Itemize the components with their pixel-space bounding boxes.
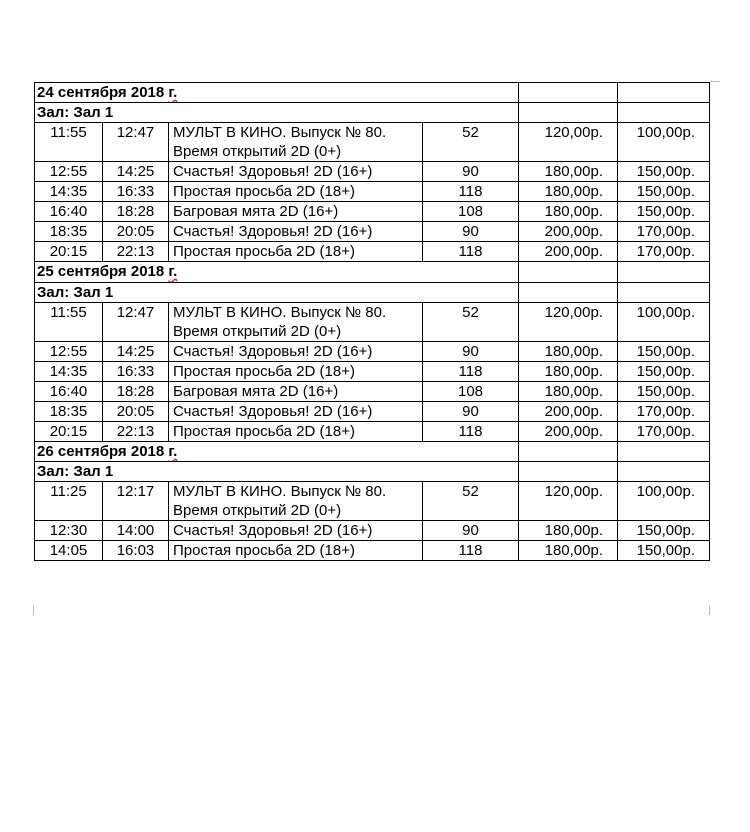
session-row: [35, 123, 710, 162]
end-time: 14:25: [103, 342, 169, 362]
hall-row: [35, 462, 710, 482]
empty-cell: [618, 442, 710, 462]
price-regular: 180,00р.: [519, 521, 618, 541]
price-discount: 150,00р.: [618, 202, 710, 222]
session-row: [35, 362, 710, 382]
price-discount: 170,00р.: [618, 242, 710, 262]
end-time: 16:33: [103, 362, 169, 382]
empty-cell: [618, 462, 710, 482]
session-row: [35, 342, 710, 362]
price-regular: 120,00р.: [519, 123, 618, 162]
end-time: 20:05: [103, 402, 169, 422]
start-time: 20:15: [35, 242, 103, 262]
price-discount: 150,00р.: [618, 162, 710, 182]
price-discount: 150,00р.: [618, 521, 710, 541]
price-regular: 200,00р.: [519, 222, 618, 242]
film-title: Багровая мята 2D (16+): [169, 382, 423, 402]
price-regular: 200,00р.: [519, 402, 618, 422]
date-suffix: г.: [168, 263, 178, 280]
date-suffix: г.: [168, 84, 178, 101]
date-header-row: [35, 262, 710, 283]
empty-cell: [519, 442, 618, 462]
session-row: [35, 202, 710, 222]
duration: 118: [423, 422, 519, 442]
empty-cell: [618, 283, 710, 303]
empty-cell: [618, 103, 710, 123]
film-title: Багровая мята 2D (16+): [169, 202, 423, 222]
end-time: 20:05: [103, 222, 169, 242]
start-time: 18:35: [35, 222, 103, 242]
price-regular: 180,00р.: [519, 182, 618, 202]
film-title: Счастья! Здоровья! 2D (16+): [169, 402, 423, 422]
duration: 118: [423, 362, 519, 382]
start-time: 14:35: [35, 362, 103, 382]
price-discount: 150,00р.: [618, 342, 710, 362]
session-row: [35, 541, 710, 561]
price-discount: 100,00р.: [618, 303, 710, 342]
price-regular: 180,00р.: [519, 382, 618, 402]
empty-cell: [519, 283, 618, 303]
date-text: 26 сентября 2018: [37, 443, 165, 460]
duration: 118: [423, 242, 519, 262]
start-time: 14:05: [35, 541, 103, 561]
end-time: 12:47: [103, 123, 169, 162]
start-time: 12:55: [35, 342, 103, 362]
hall-row: [35, 103, 710, 123]
date-text: 24 сентября 2018: [37, 84, 165, 101]
price-regular: 180,00р.: [519, 541, 618, 561]
duration: 52: [423, 123, 519, 162]
film-title: Простая просьба 2D (18+): [169, 242, 423, 262]
price-discount: 150,00р.: [618, 541, 710, 561]
film-title: МУЛЬТ В КИНО. Выпуск № 80. Время открытий 2D (0+): [169, 482, 423, 521]
empty-cell: [618, 262, 710, 283]
price-regular: 120,00р.: [519, 303, 618, 342]
price-discount: 170,00р.: [618, 402, 710, 422]
session-row: [35, 303, 710, 342]
empty-cell: [618, 83, 710, 103]
sheet-corner-mark-right: [709, 606, 710, 615]
price-regular: 200,00р.: [519, 422, 618, 442]
start-time: 12:55: [35, 162, 103, 182]
end-time: 22:13: [103, 422, 169, 442]
session-row: [35, 382, 710, 402]
sheet-corner-mark-top: [710, 81, 720, 82]
session-row: [35, 162, 710, 182]
session-row: [35, 182, 710, 202]
date-suffix: г.: [168, 443, 178, 460]
date-header-row: [35, 442, 710, 462]
duration: 52: [423, 482, 519, 521]
end-time: 22:13: [103, 242, 169, 262]
duration: 90: [423, 222, 519, 242]
start-time: 16:40: [35, 202, 103, 222]
session-row: [35, 521, 710, 541]
end-time: 12:47: [103, 303, 169, 342]
price-discount: 150,00р.: [618, 362, 710, 382]
film-title: Счастья! Здоровья! 2D (16+): [169, 521, 423, 541]
film-title: Счастья! Здоровья! 2D (16+): [169, 342, 423, 362]
start-time: 16:40: [35, 382, 103, 402]
duration: 108: [423, 382, 519, 402]
empty-cell: [519, 103, 618, 123]
duration: 90: [423, 342, 519, 362]
end-time: 18:28: [103, 382, 169, 402]
schedule-body: [35, 83, 710, 561]
duration: 118: [423, 541, 519, 561]
duration: 52: [423, 303, 519, 342]
film-title: Простая просьба 2D (18+): [169, 541, 423, 561]
price-regular: 200,00р.: [519, 242, 618, 262]
film-title: Простая просьба 2D (18+): [169, 422, 423, 442]
duration: 108: [423, 202, 519, 222]
price-discount: 100,00р.: [618, 123, 710, 162]
empty-cell: [519, 262, 618, 283]
end-time: 16:33: [103, 182, 169, 202]
date-header: [35, 83, 519, 103]
end-time: 14:25: [103, 162, 169, 182]
session-row: [35, 402, 710, 422]
price-regular: 180,00р.: [519, 362, 618, 382]
end-time: 12:17: [103, 482, 169, 521]
price-regular: 180,00р.: [519, 342, 618, 362]
end-time: 18:28: [103, 202, 169, 222]
price-discount: 150,00р.: [618, 382, 710, 402]
hall-label: Зал: Зал 1: [35, 462, 519, 482]
hall-label: Зал: Зал 1: [35, 283, 519, 303]
price-discount: 100,00р.: [618, 482, 710, 521]
price-discount: 170,00р.: [618, 222, 710, 242]
price-regular: 120,00р.: [519, 482, 618, 521]
date-text: 25 сентября 2018: [37, 263, 165, 280]
price-regular: 180,00р.: [519, 162, 618, 182]
film-title: Счастья! Здоровья! 2D (16+): [169, 162, 423, 182]
start-time: 18:35: [35, 402, 103, 422]
start-time: 11:55: [35, 303, 103, 342]
price-regular: 180,00р.: [519, 202, 618, 222]
session-row: [35, 482, 710, 521]
empty-cell: [519, 83, 618, 103]
start-time: 11:25: [35, 482, 103, 521]
hall-label: Зал: Зал 1: [35, 103, 519, 123]
session-row: [35, 222, 710, 242]
empty-cell: [519, 462, 618, 482]
price-discount: 170,00р.: [618, 422, 710, 442]
film-title: Счастья! Здоровья! 2D (16+): [169, 222, 423, 242]
sheet-corner-mark-left: [33, 606, 34, 615]
session-row: [35, 422, 710, 442]
price-discount: 150,00р.: [618, 182, 710, 202]
hall-row: [35, 283, 710, 303]
end-time: 14:00: [103, 521, 169, 541]
start-time: 11:55: [35, 123, 103, 162]
duration: 90: [423, 402, 519, 422]
film-title: Простая просьба 2D (18+): [169, 182, 423, 202]
duration: 118: [423, 182, 519, 202]
duration: 90: [423, 162, 519, 182]
duration: 90: [423, 521, 519, 541]
start-time: 12:30: [35, 521, 103, 541]
film-title: МУЛЬТ В КИНО. Выпуск № 80. Время открытий 2D (0+): [169, 303, 423, 342]
start-time: 20:15: [35, 422, 103, 442]
schedule-table: [34, 82, 710, 561]
start-time: 14:35: [35, 182, 103, 202]
date-header: [35, 442, 519, 462]
film-title: Простая просьба 2D (18+): [169, 362, 423, 382]
date-header-row: [35, 83, 710, 103]
end-time: 16:03: [103, 541, 169, 561]
date-header: [35, 262, 519, 283]
session-row: [35, 242, 710, 262]
film-title: МУЛЬТ В КИНО. Выпуск № 80. Время открытий 2D (0+): [169, 123, 423, 162]
